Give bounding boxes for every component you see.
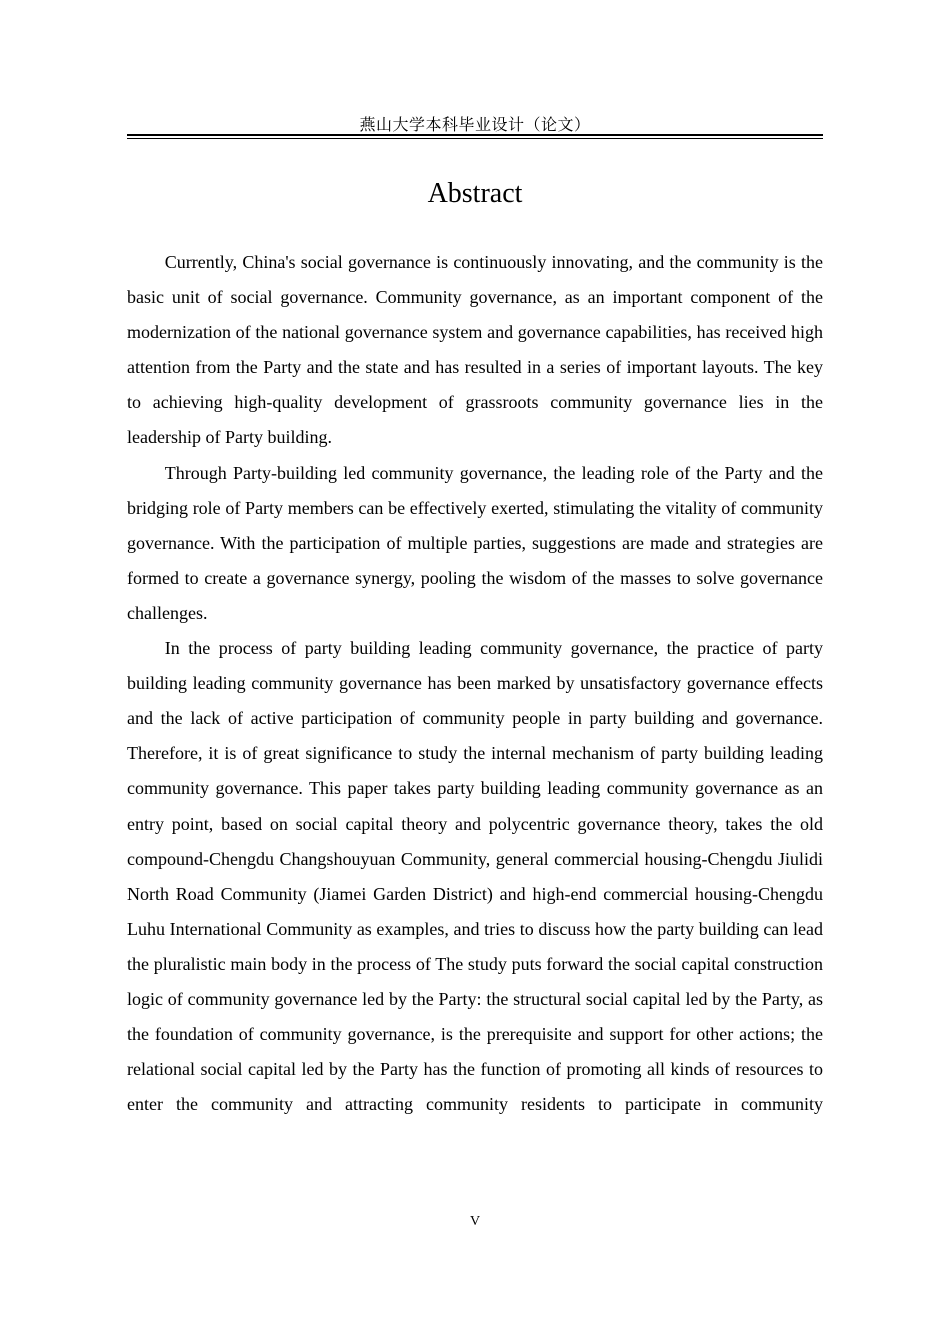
header-rule-thin — [127, 138, 823, 139]
abstract-paragraph-1: Currently, China's social governance is continuously innovating, and the community is the basic unit of social governance. Community governance, as an important component of the modernization of the national governance system and governance capabilities, has received high attention from the Party and the state and has resulted in a series of important layouts. The key to achieving high-quality development of grassroots community governance lies in the leadership of Party building. — [127, 252, 823, 448]
abstract-body — [127, 245, 823, 1122]
abstract-paragraph-2: Through Party-building led community governance, the leading role of the Party and the bridging role of Party members can be effectively exerted, stimulating the vitality of community governance. With the participation of multiple parties, suggestions are made and strategies are formed to create a governance synergy, pooling the wisdom of the masses to solve governance challenges. — [127, 462, 823, 623]
abstract-paragraph-3: In the process of party building leading community governance, the practice of party building leading community governance has been marked by unsatisfactory governance effects and the lack of active participation of community people in party building and governance. Therefore, it is of great significance to study the internal mechanism of party building leading community governance. This paper takes party building leading community governance as an entry point, based on social capital theory and polycentric governance theory, takes the old compound-Chengdu Changshouyuan Community, general commercial housing-Chengdu Jiulidi North Road Community (Jiamei Garden District) and high-end commercial housing-Chengdu Luhu International Community as examples, and tries to discuss how the party building can lead the pluralistic main body in the process of The study puts forward the social capital construction logic of community governance led by the Party: the structural social capital led by the Party, as the foundation of community governance, is the prerequisite and support for other actions; the relational social capital led by the Party has the function of promoting all kinds of resources to enter the community and attracting community residents to participate in community — [127, 638, 823, 1115]
running-header: 燕山大学本科毕业设计（论文） — [359, 115, 591, 134]
page-title: Abstract — [427, 178, 523, 209]
page-number: V — [469, 1214, 481, 1229]
header-rule-thick — [127, 134, 823, 136]
